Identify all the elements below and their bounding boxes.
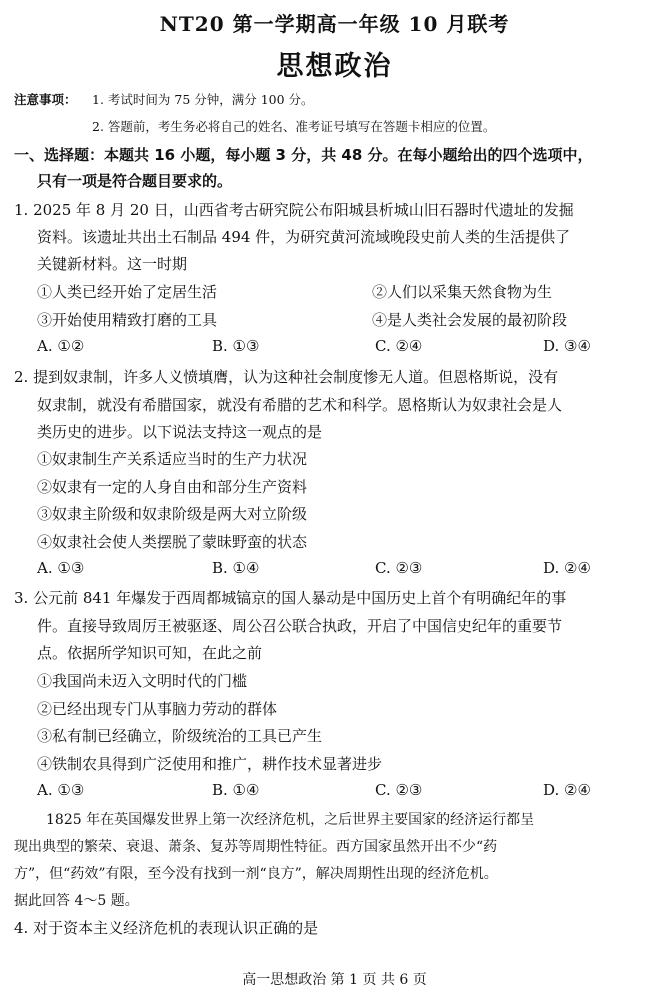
exam-title: NT20 第一学期高一年级 10 月联考: [159, 12, 510, 36]
question-2-line-3: 类历史的进步。以下说法支持这一观点的是: [37, 423, 323, 441]
question-2-option-d: D. ②④: [543, 559, 591, 577]
question-2-line-2: 奴隶制，就没有希腊国家，就没有希腊的艺术和科学。恩格斯认为奴隶社会是人: [37, 396, 563, 414]
question-1-option-c: C. ②④: [375, 337, 423, 355]
material-line-3: 方”，但“药效”有限，至今没有找到一剂“良方”，解决周期性出现的经济危机。: [14, 866, 498, 882]
question-2-item: ④奴隶社会使人类摆脱了蒙昧野蛮的状态: [37, 533, 308, 551]
question-3-option-d: D. ②④: [543, 781, 591, 799]
question-1-line-3: 关键新材料。这一时期: [37, 255, 188, 273]
section-heading-line2: 只有一项是符合题目要求的。: [37, 172, 233, 190]
question-2-option-a: A. ①③: [37, 559, 85, 577]
question-1-item: ①人类已经开始了定居生活: [37, 283, 218, 301]
notes-label: 注意事项：: [14, 92, 77, 107]
question-1-option-a: A. ①②: [37, 337, 85, 355]
question-1-option-b: B. ①③: [212, 337, 260, 355]
question-3-item: ②已经出现专门从事脑力劳动的群体: [37, 700, 278, 718]
question-1-line-2: 资料。该遗址共出土石制品 494 件，为研究黄河流域晚段史前人类的生活提供了: [37, 228, 571, 246]
material-line-4: 据此回答 4～5 题。: [14, 893, 139, 909]
question-2-option-c: C. ②③: [375, 559, 423, 577]
page-footer: 高一思想政治 第 1 页 共 6 页: [242, 972, 427, 988]
material-line-2: 现出典型的繁荣、衰退、萧条、复苏等周期性特征。西方国家虽然开出不少“药: [14, 839, 498, 855]
question-3-line-2: 件。直接导致周厉王被驱逐、周公召公联合执政，开启了中国信史纪年的重要节: [37, 617, 563, 635]
question-2-item: ①奴隶制生产关系适应当时的生产力状况: [37, 450, 308, 468]
question-3-line-1: 3. 公元前 841 年爆发于西周都城镐京的国人暴动是中国历史上首个有明确纪年的事: [14, 589, 567, 607]
question-3-item: ③私有制已经确立，阶级统治的工具已产生: [37, 727, 323, 745]
question-1-item: ④是人类社会发展的最初阶段: [372, 311, 568, 329]
question-1-item: ③开始使用精致打磨的工具: [37, 311, 218, 329]
material-line-1: 1825 年在英国爆发世界上第一次经济危机，之后世界主要国家的经济运行都呈: [46, 812, 535, 828]
question-3-option-b: B. ①④: [212, 781, 260, 799]
question-2-item: ②奴隶有一定的人身自由和部分生产资料: [37, 478, 308, 496]
question-2-option-b: B. ①④: [212, 559, 260, 577]
question-2-line-1: 2. 提到奴隶制，许多人义愤填膺，认为这种社会制度惨无人道。但恩格斯说，没有: [14, 368, 559, 386]
question-2-item: ③奴隶主阶级和奴隶阶级是两大对立阶级: [37, 505, 308, 523]
question-3-item: ①我国尚未迈入文明时代的门槛: [37, 672, 248, 690]
notes-item-1: 1. 考试时间为 75 分钟，满分 100 分。: [92, 92, 314, 107]
question-1-option-d: D. ③④: [543, 337, 591, 355]
section-heading-line1: 一、选择题：本题共 16 小题，每小题 3 分，共 48 分。在每小题给出的四个选项中，: [14, 146, 593, 164]
question-4-line-1: 4. 对于资本主义经济危机的表现认识正确的是: [14, 919, 319, 937]
question-1-item: ②人们以采集天然食物为生: [372, 283, 553, 301]
question-3-option-a: A. ①③: [37, 781, 85, 799]
subject-title: 思想政治: [276, 51, 393, 82]
question-3-option-c: C. ②③: [375, 781, 423, 799]
question-3-line-3: 点。依据所学知识可知，在此之前: [37, 644, 263, 662]
question-1-line-1: 1. 2025 年 8 月 20 日，山西省考古研究院公布阳城县析城山旧石器时代遗址的发掘: [14, 201, 574, 219]
notes-item-2: 2. 答题前，考生务必将自己的姓名、准考证号填写在答题卡相应的位置。: [92, 119, 496, 134]
question-3-item: ④铁制农具得到广泛使用和推广，耕作技术显著进步: [37, 755, 383, 773]
